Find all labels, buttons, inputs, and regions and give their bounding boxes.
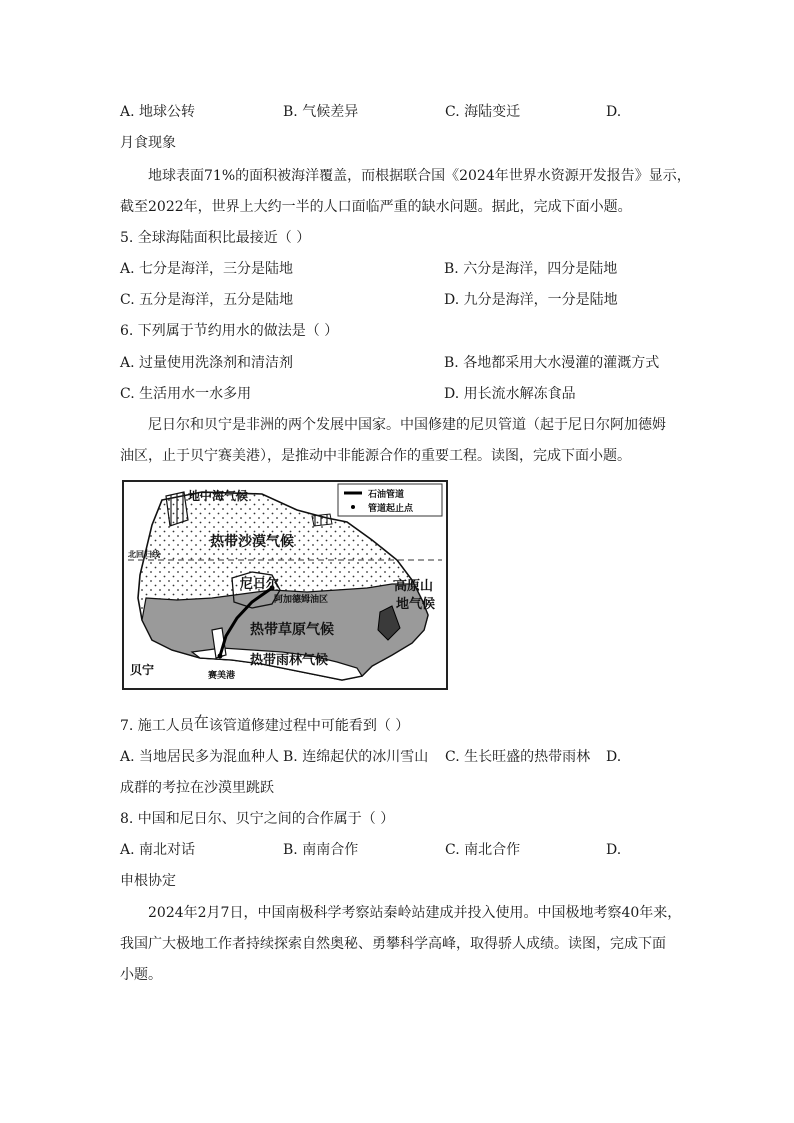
question-7-stem-zai: 在: [193, 713, 209, 731]
question-5-stem: 5. 全球海陆面积比最接近（ ）: [120, 230, 311, 246]
q4-option-c: C. 海陆变迁: [445, 104, 521, 120]
q8-option-d: D.: [606, 842, 622, 858]
question-7-stem: [120, 715, 409, 736]
label-highland-1: 高原山: [394, 579, 434, 594]
label-niger: 尼日尔: [240, 577, 280, 592]
passage-1-line-2: 截至2022年，世界上大约一半的人口面临严重的缺水问题。据此，完成下面小题。: [120, 199, 632, 215]
q6-option-a: A. 过量使用洗涤剂和清洁剂: [120, 355, 294, 371]
question-7-stem-rest: 该管道修建过程中可能看到（ ）: [208, 718, 410, 734]
mediterranean-region-east: [312, 514, 332, 526]
q7-option-d: D.: [606, 749, 622, 765]
q8-option-a: A. 南北对话: [120, 842, 196, 858]
question-7-stem-prefix: 7. 施工人员: [120, 718, 194, 734]
label-agadem: 阿加德姆油区: [274, 595, 329, 605]
label-tropic: 北回归线: [128, 550, 160, 559]
q8-option-c: C. 南北合作: [445, 842, 521, 858]
label-mediterranean: 地中海气候: [188, 489, 249, 503]
q8-option-b: B. 南南合作: [283, 842, 359, 858]
passage-3-line-3: 小题。: [120, 967, 162, 983]
label-seme: 赛美港: [208, 671, 236, 681]
passage-2-line-1: 尼日尔和贝宁是非洲的两个发展中国家。中国修建的尼贝管道（起于尼日尔阿加德姆: [148, 417, 666, 433]
passage-3-line-2: 我国广大极地工作者持续探索自然奥秘、勇攀科学高峰，取得骄人成绩。读图，完成下面: [120, 936, 666, 952]
passage-1-line-1: 地球表面71%的面积被海洋覆盖，而根据联合国《2024年世界水资源开发报告》显示，: [148, 168, 691, 184]
africa-climate-map: [122, 480, 448, 690]
q7-option-a: A. 当地居民多为混血种人: [120, 749, 280, 765]
passage-2-line-2: 油区，止于贝宁赛美港），是推动中非能源合作的重要工程。读图，完成下面小题。: [120, 448, 631, 464]
legend-pipeline-label: 石油管道: [368, 490, 405, 500]
q5-option-c: C. 五分是海洋，五分是陆地: [120, 292, 294, 308]
pipeline-end-point: [218, 654, 223, 659]
q7-option-d-text: 成群的考拉在沙漠里跳跃: [120, 780, 274, 796]
q8-option-d-text: 申根协定: [120, 873, 176, 889]
q6-option-d: D. 用长流水解冻食品: [444, 386, 576, 402]
label-highland-2: 地气候: [396, 597, 436, 612]
legend-points-label: 管道起止点: [368, 504, 414, 514]
question-6-stem: 6. 下列属于节约用水的做法是（ ）: [120, 323, 339, 339]
label-savanna: 热带草原气候: [250, 622, 334, 638]
question-8-stem: 8. 中国和尼日尔、贝宁之间的合作属于（ ）: [120, 811, 395, 827]
label-benin: 贝宁: [130, 663, 155, 677]
q6-option-c: C. 生活用水一水多用: [120, 386, 252, 402]
q6-option-b: B. 各地都采用大水漫灌的灌溉方式: [444, 355, 660, 371]
q4-option-b: B. 气候差异: [283, 104, 359, 120]
q5-option-b: B. 六分是海洋，四分是陆地: [444, 261, 618, 277]
legend-point-icon: [351, 505, 355, 509]
q4-option-a: A. 地球公转: [120, 104, 196, 120]
q5-option-a: A. 七分是海洋，三分是陆地: [120, 261, 294, 277]
q4-option-d: D.: [606, 104, 622, 120]
label-desert: 热带沙漠气候: [210, 534, 294, 550]
passage-3-line-1: 2024年2月7日，中国南极科学考察站秦岭站建成并投入使用。中国极地考察40年来，: [148, 905, 682, 921]
mediterranean-region-west: [166, 492, 188, 526]
q7-option-b: B. 连绵起伏的冰川雪山: [283, 749, 429, 765]
q7-option-c: C. 生长旺盛的热带雨林: [445, 749, 591, 765]
q5-option-d: D. 九分是海洋，一分是陆地: [444, 292, 618, 308]
label-rainforest: 热带雨林气候: [250, 653, 329, 668]
q4-option-d-text: 月食现象: [120, 135, 176, 151]
